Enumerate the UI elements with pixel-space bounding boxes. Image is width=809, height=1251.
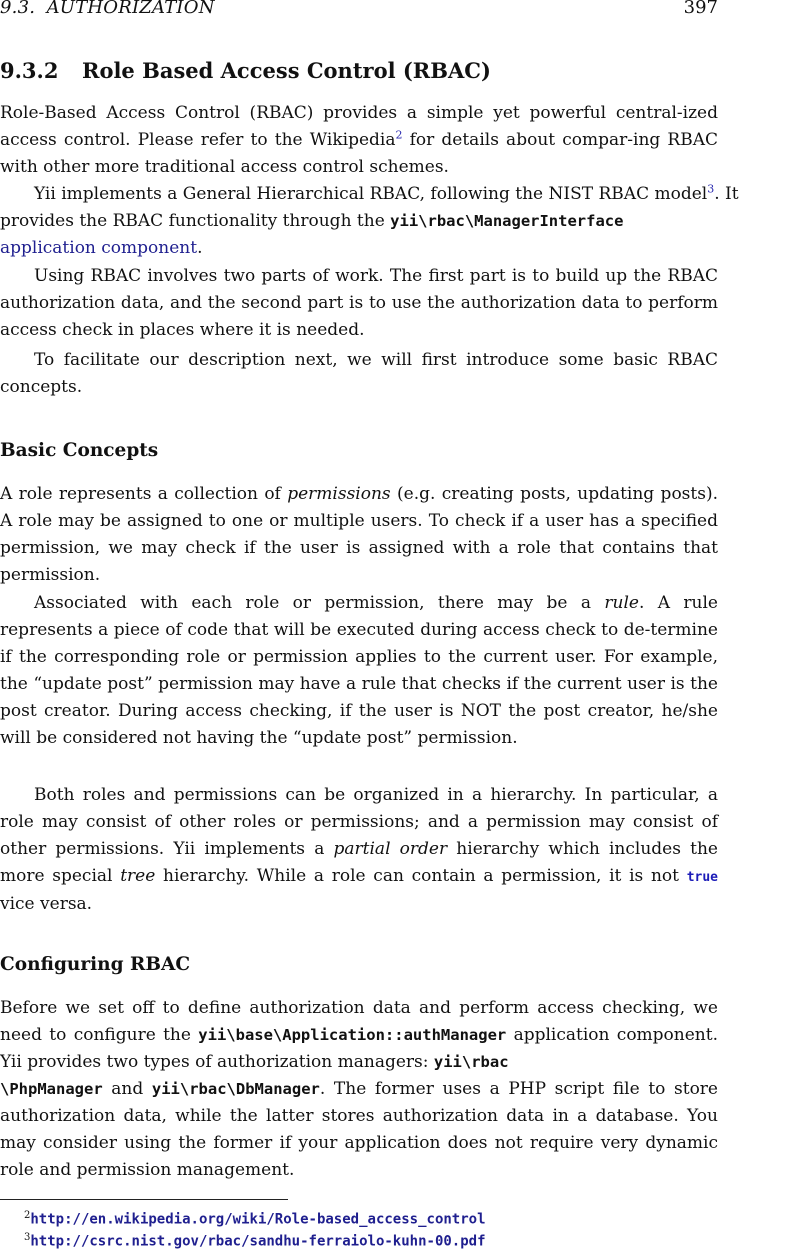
paragraph-text: application component. Yii provides two types of authorization managers:: [0, 1025, 718, 1072]
keyword-true: true: [686, 870, 719, 885]
section-title: Role Based Access Control (RBAC): [82, 58, 491, 83]
emphasis-partial-order: partial order: [333, 839, 448, 859]
footnote-number: 2: [24, 1210, 31, 1221]
heading-configuring-rbac: Configuring RBAC: [0, 954, 191, 975]
paragraph-text: Role-Based Access Control (RBAC) provides a simple yet powerful central-ized access control. Please refer to the Wikipedia: [0, 103, 718, 150]
paragraph-text: vice versa.: [0, 894, 93, 914]
section-heading: [0, 58, 491, 84]
footnote-url-nist[interactable]: http://csrc.nist.gov/rbac/sandhu-ferraiolo-kuhn-00.pdf: [30, 1233, 486, 1250]
paragraph-text: To facilitate our description next, we will first introduce some basic RBAC concepts.: [0, 350, 718, 397]
paragraph-text: and: [102, 1079, 152, 1099]
paragraph-role-permissions: [0, 481, 718, 589]
code-php-manager-b: \PhpManager: [0, 1080, 103, 1098]
paragraph-text: for details about compar-ing RBAC with other more traditional access control schemes.: [0, 130, 718, 177]
emphasis-tree: tree: [120, 866, 156, 886]
emphasis-permissions: permissions: [287, 484, 391, 504]
header-section-title: AUTHORIZATION: [46, 0, 215, 18]
footnote-3: [24, 1229, 486, 1251]
footnote-ref-2[interactable]: 2: [395, 128, 403, 142]
emphasis-rule: rule: [604, 593, 639, 613]
section-number: 9.3.2: [0, 58, 59, 83]
paragraph-text: (e.g. creating posts, updating posts). A role may be assigned to one or multiple users. To check if a user has a specified permission, we may check if the user is assigned with a role that contains that permission.: [0, 484, 718, 585]
paragraph-text: Associated with each role or permission, there may be a: [34, 593, 605, 613]
footnote-ref-3[interactable]: 3: [707, 182, 715, 196]
footnote-2: [24, 1207, 486, 1229]
application-component-link[interactable]: application component: [0, 238, 198, 258]
code-db-manager: yii\rbac\DbManager: [151, 1080, 320, 1098]
footnote-divider: [0, 1199, 288, 1200]
paragraph-configuring: [0, 995, 718, 1184]
running-header: [0, 0, 718, 20]
paragraph-text: Before we set off to define authorization data and perform access checking, we need to configure the: [0, 998, 718, 1045]
paragraph-text: A role represents a collection of: [0, 484, 288, 504]
heading-basic-concepts: Basic Concepts: [0, 440, 159, 461]
page-number: 397: [683, 0, 718, 18]
code-manager-interface: yii\rbac\ManagerInterface: [390, 212, 624, 230]
paragraph-text: Yii implements a General Hierarchical RBAC, following the NIST RBAC model: [34, 184, 708, 204]
paragraph-text: Both roles and permissions can be organized in a hierarchy. In particular, a role may consist of other roles or permissions; and a permission may consist of other permissions. Yii implements a: [0, 785, 718, 859]
paragraph-hierarchy: [0, 782, 718, 918]
paragraph-text: Using RBAC involves two parts of work. The first part is to build up the RBAC authorization data, and the second part is to use the authorization data to perform access check in places where it is needed.: [0, 266, 718, 340]
header-section-number: 9.3.: [0, 0, 36, 18]
paragraph-intro: [0, 100, 718, 181]
paragraph-text: .: [197, 238, 203, 258]
paragraph-text: . The former uses a PHP script file to store authorization data, while the latter stores authorization data in a database. You may consider using the former if your application does not require very dynamic role and permission management.: [0, 1079, 718, 1180]
code-auth-manager: yii\base\Application::authManager: [198, 1026, 507, 1044]
code-php-manager-a: yii\rbac: [433, 1053, 509, 1071]
footnote-url-wikipedia[interactable]: http://en.wikipedia.org/wiki/Role-based_access_control: [30, 1211, 486, 1228]
paragraph-text: hierarchy. While a role can contain a permission, it is not: [155, 866, 687, 886]
footnote-number: 3: [24, 1232, 31, 1243]
paragraph-two-parts: [0, 263, 718, 344]
paragraph-facilitate: [0, 347, 718, 401]
paragraph-text: . A rule represents a piece of code that will be executed during access check to de-termine if the corresponding role or permission applies to the current user. For example, the “update post” permission may have a rule that checks if the current user is the post creator. During access checking, if the user is NOT the post creator, he/she will be considered not having the “update post” permission.: [0, 593, 718, 748]
paragraph-rule: [0, 590, 718, 752]
paragraph-yii-rbac: [0, 181, 809, 262]
paragraph-text: . It provides the RBAC functionality through the: [0, 184, 739, 231]
paragraph-text: hierarchy which includes the more special: [0, 839, 718, 886]
